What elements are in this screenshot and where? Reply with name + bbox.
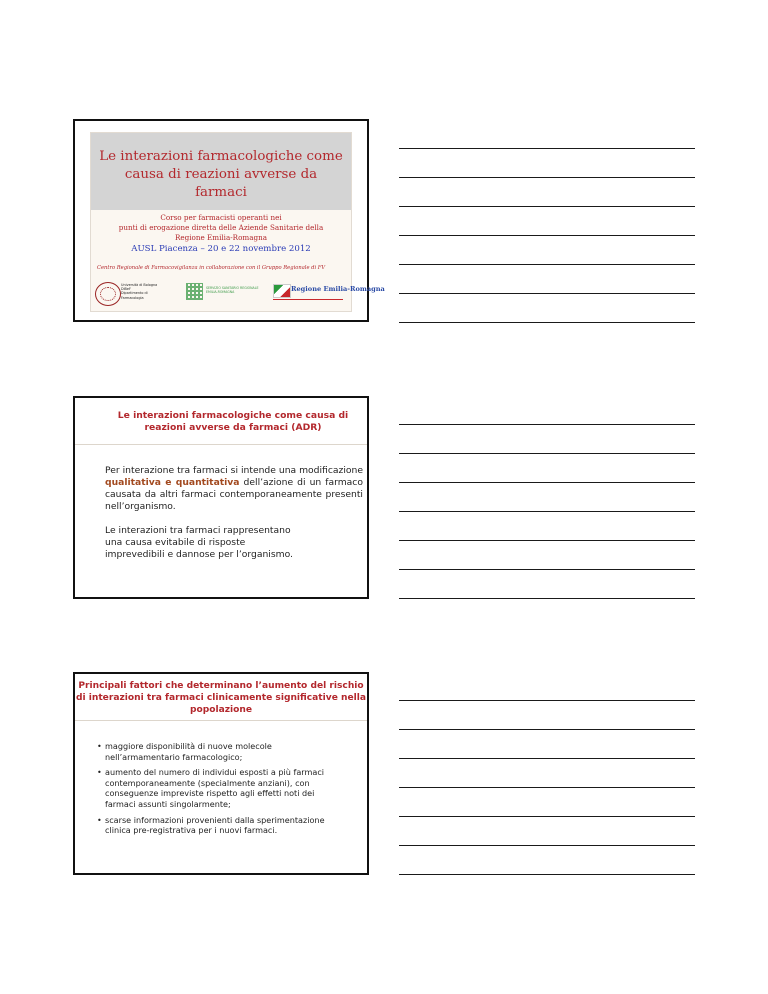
ssr-logo-text bbox=[206, 286, 266, 294]
definition-paragraph bbox=[105, 465, 363, 513]
title-band bbox=[91, 133, 351, 210]
note-line bbox=[399, 598, 695, 599]
note-line bbox=[399, 874, 695, 875]
note-line bbox=[399, 511, 695, 512]
unibo-line: Dipartimento di Farmacologia bbox=[121, 291, 148, 300]
ssr-line: EMILIA-ROMAGNA bbox=[206, 290, 235, 294]
highlighted-terms: qualitativa e quantitativa bbox=[105, 477, 240, 488]
note-line bbox=[399, 235, 695, 236]
note-line bbox=[399, 293, 695, 294]
slide-2-title: Le interazioni farmacologiche come causa di reazioni avverse da farmaci (ADR) bbox=[117, 410, 349, 433]
note-line bbox=[399, 816, 695, 817]
note-line bbox=[399, 206, 695, 207]
course-line: punti di erogazione diretta delle Aziende Sanitarie della bbox=[118, 223, 324, 232]
note-line bbox=[399, 264, 695, 265]
event-location-date: AUSL Piacenza – 20 e 22 novembre 2012 bbox=[131, 244, 311, 254]
course-info bbox=[95, 213, 347, 255]
definition-text: Per interazione tra farmaci si intende una modificazione bbox=[105, 465, 363, 476]
slide-1-content bbox=[90, 132, 385, 312]
course-line: Corso per farmacisti operanti nei bbox=[160, 213, 282, 222]
ssr-grid-icon bbox=[186, 283, 203, 300]
slide-3 bbox=[73, 672, 369, 875]
title-divider bbox=[75, 720, 367, 721]
note-line bbox=[399, 424, 695, 425]
definition-text: dell’azione di un farmaco causata da altri farmaci contemporaneamente presenti nell’organismo. bbox=[105, 477, 363, 512]
note-line bbox=[399, 322, 695, 323]
slide-3-title: Principali fattori che determinano l’aumento del rischio di interazioni tra farmaci clinicamente significative nella popolazione bbox=[75, 681, 367, 715]
note-line bbox=[399, 148, 695, 149]
note-line bbox=[399, 700, 695, 701]
avoidable-cause-paragraph: Le interazioni tra farmaci rappresentano una causa evitabile di risposte imprevedibili e dannose per l’organismo. bbox=[105, 525, 293, 560]
university-seal-icon bbox=[95, 282, 121, 306]
logo-strip bbox=[91, 279, 385, 309]
region-logo-underline bbox=[273, 299, 343, 300]
note-line bbox=[399, 177, 695, 178]
note-line bbox=[399, 787, 695, 788]
list-item: • maggiore disponibilità di nuove molecole nell’armamentario farmacologico; bbox=[97, 741, 339, 762]
list-item: • scarse informazioni provenienti dalla sperimentazione clinica pre-registrativa per i nuovi farmaci. bbox=[97, 815, 339, 836]
risk-factor-list bbox=[97, 741, 339, 841]
note-line bbox=[399, 758, 695, 759]
unibo-line: Università di Bologna bbox=[121, 283, 158, 287]
region-logo-text: Regione Emilia-Romagna bbox=[291, 285, 385, 293]
unibo-line: DiBeF bbox=[121, 287, 131, 292]
list-item: • aumento del numero di individui esposti a più farmaci contemporaneamente (specialmente anziani), con conseguenze impreviste rispetto agli effetti noti dei farmaci assunti singolarmente; bbox=[97, 767, 339, 809]
slide-1-title: Le interazioni farmacologiche come causa di reazioni avverse da farmaci bbox=[99, 149, 343, 200]
ssr-line: SERVIZIO SANITARIO REGIONALE bbox=[206, 286, 259, 290]
note-line bbox=[399, 569, 695, 570]
credit-line: Centro Regionale di Farmacovigilanza in collaborazione con il Gruppo Regionale di FV bbox=[97, 265, 326, 271]
slide-1 bbox=[73, 119, 385, 322]
course-line: Regione Emilia-Romagna bbox=[174, 233, 268, 242]
title-divider bbox=[75, 444, 367, 445]
slide-2 bbox=[73, 396, 369, 599]
note-line bbox=[399, 845, 695, 846]
note-line bbox=[399, 729, 695, 730]
note-line bbox=[399, 482, 695, 483]
unibo-logo-text bbox=[121, 283, 167, 300]
note-line bbox=[399, 540, 695, 541]
note-line bbox=[399, 453, 695, 454]
region-flag-icon bbox=[273, 284, 291, 298]
